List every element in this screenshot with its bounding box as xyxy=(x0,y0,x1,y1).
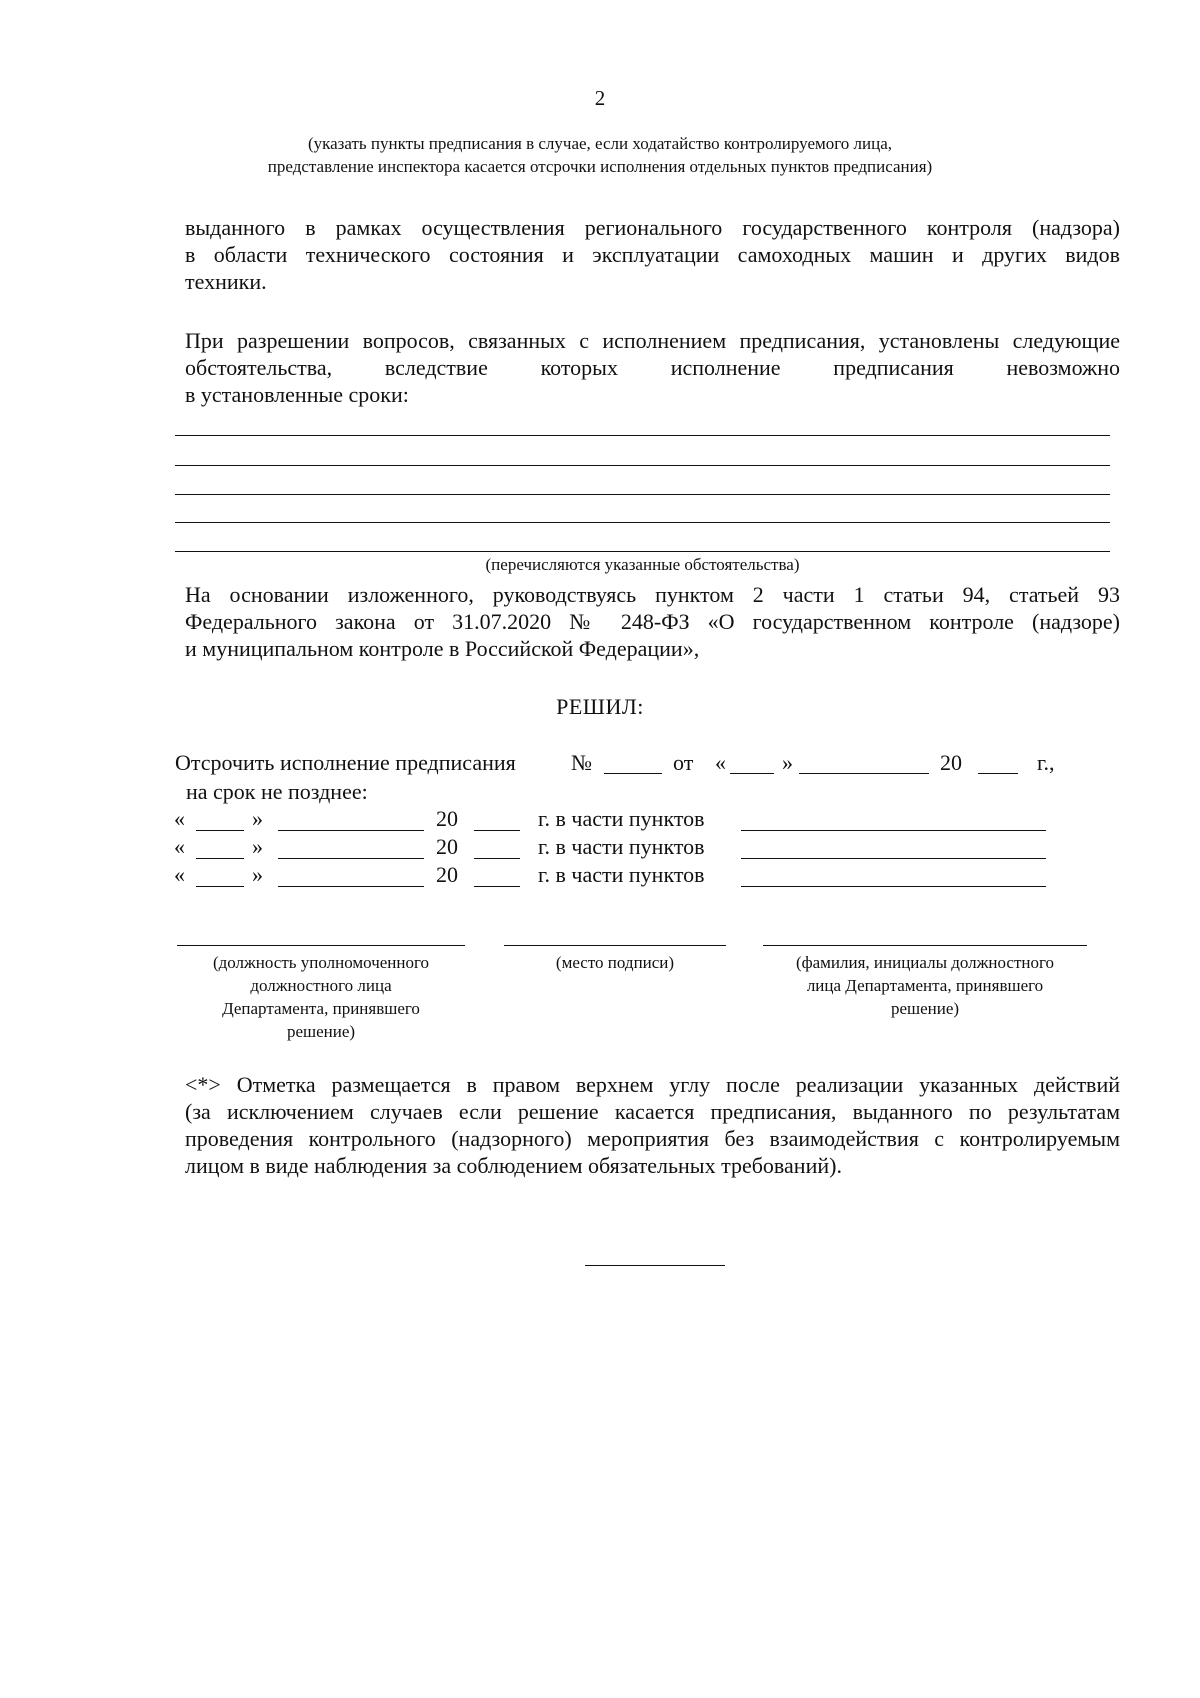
term-row-label: г. в части пунктов xyxy=(538,834,705,859)
footnote-line: лицом в виде наблюдения за соблюдением обязательных требований). xyxy=(185,1153,842,1178)
term-row-label: г. в части пунктов xyxy=(538,806,705,831)
quote-open: « xyxy=(715,750,726,775)
page-number: 2 xyxy=(594,86,606,110)
caption-line: (должность уполномоченного xyxy=(212,953,430,972)
quote-open: « xyxy=(174,862,185,887)
caption-line: должностного лица xyxy=(250,976,392,995)
defer-text: Отсрочить исполнение предписания xyxy=(175,750,516,775)
quote-close: » xyxy=(782,750,793,775)
term-row xyxy=(0,862,1200,891)
prescription-number-blank[interactable] xyxy=(604,773,662,774)
circumstances-blank-line xyxy=(175,494,1110,495)
name-signature-line[interactable] xyxy=(763,945,1087,946)
year-prefix: 20 xyxy=(940,750,962,775)
quote-close: » xyxy=(252,862,263,887)
caption-line: решение) xyxy=(286,1022,356,1041)
caption-line: решение) xyxy=(890,999,960,1018)
quote-close: » xyxy=(252,806,263,831)
position-signature-line[interactable] xyxy=(177,945,465,946)
points-blank[interactable] xyxy=(741,886,1046,887)
paragraph-line: обстоятельства, вследствие которых исполнение предписания невозможно xyxy=(185,355,1120,380)
footnote-line: <*> Отметка размещается в правом верхнем углу после реализации указанных действий xyxy=(185,1072,1120,1097)
circumstances-blank-line xyxy=(175,522,1110,523)
caption-line: (фамилия, инициалы должностного xyxy=(795,953,1055,972)
year-blank[interactable] xyxy=(978,773,1018,774)
top-note-line: (указать пункты предписания в случае, если ходатайство контролируемого лица, xyxy=(307,134,893,153)
month-blank[interactable] xyxy=(799,773,929,774)
day-blank[interactable] xyxy=(196,886,244,887)
circumstances-blank-line xyxy=(175,465,1110,466)
paragraph-line: выданного в рамках осуществления регионального государственного контроля (надзора) xyxy=(185,215,1120,240)
top-note-line: представление инспектора касается отсрочки исполнения отдельных пунктов предписания) xyxy=(267,157,933,176)
points-blank[interactable] xyxy=(741,858,1046,859)
footnote-line: (за исключением случаев если решение касается предписания, выданного по результатам xyxy=(185,1099,1120,1124)
top-note xyxy=(160,132,1040,178)
name-caption xyxy=(758,951,1092,1020)
year-blank[interactable] xyxy=(474,886,520,887)
quote-open: « xyxy=(174,806,185,831)
quote-open: « xyxy=(174,834,185,859)
points-blank[interactable] xyxy=(741,830,1046,831)
day-blank[interactable] xyxy=(196,830,244,831)
paragraph-line: и муниципальном контроле в Российской Федерации», xyxy=(185,636,700,661)
year-prefix: 20 xyxy=(436,862,458,887)
place-signature-line[interactable] xyxy=(504,945,726,946)
place-caption xyxy=(504,951,726,974)
paragraph-line: в установленные сроки: xyxy=(185,382,409,407)
position-caption xyxy=(175,951,467,1043)
year-prefix: 20 xyxy=(436,806,458,831)
circumstances-blank-line xyxy=(175,435,1110,436)
end-of-document-line xyxy=(585,1265,725,1266)
year-blank[interactable] xyxy=(474,858,520,859)
decision-title: РЕШИЛ: xyxy=(556,694,644,719)
number-sign: № xyxy=(571,750,592,775)
term-row xyxy=(0,834,1200,863)
paragraph-line: техники. xyxy=(185,269,267,294)
from-label: от xyxy=(673,750,694,775)
paragraph-line: Федерального закона от 31.07.2020 № 248-ФЗ «О государственном контроле (надзоре) xyxy=(185,609,1120,634)
term-label: на срок не позднее: xyxy=(186,779,368,804)
year-prefix: 20 xyxy=(436,834,458,859)
circumstances-caption: (перечисляются указанные обстоятельства) xyxy=(485,555,800,574)
footnote xyxy=(185,1071,1120,1179)
footnote-line: проведения контрольного (надзорного) мероприятия без взаимодействия с контролируемым xyxy=(185,1126,1120,1151)
year-suffix: г., xyxy=(1037,750,1055,775)
year-blank[interactable] xyxy=(474,830,520,831)
caption-line: Департамента, принявшего xyxy=(222,999,420,1018)
paragraph-legal-basis xyxy=(185,581,1120,662)
paragraph-issued-under xyxy=(185,214,1120,295)
month-blank[interactable] xyxy=(278,886,424,887)
month-blank[interactable] xyxy=(278,830,424,831)
term-row-label: г. в части пунктов xyxy=(538,862,705,887)
day-blank[interactable] xyxy=(730,773,774,774)
term-row xyxy=(0,806,1200,835)
caption-line: лица Департамента, принявшего xyxy=(806,976,1044,995)
paragraph-line: При разрешении вопросов, связанных с исполнением предписания, установлены следующие xyxy=(185,328,1120,353)
paragraph-circumstances xyxy=(185,327,1120,408)
quote-close: » xyxy=(252,834,263,859)
month-blank[interactable] xyxy=(278,858,424,859)
paragraph-line: На основании изложенного, руководствуясь пунктом 2 части 1 статьи 94, статьей 93 xyxy=(185,582,1120,607)
caption-line: (место подписи) xyxy=(555,953,675,972)
day-blank[interactable] xyxy=(196,858,244,859)
circumstances-blank-line xyxy=(175,551,1110,552)
paragraph-line: в области технического состояния и эксплуатации самоходных машин и других видов xyxy=(185,242,1120,267)
